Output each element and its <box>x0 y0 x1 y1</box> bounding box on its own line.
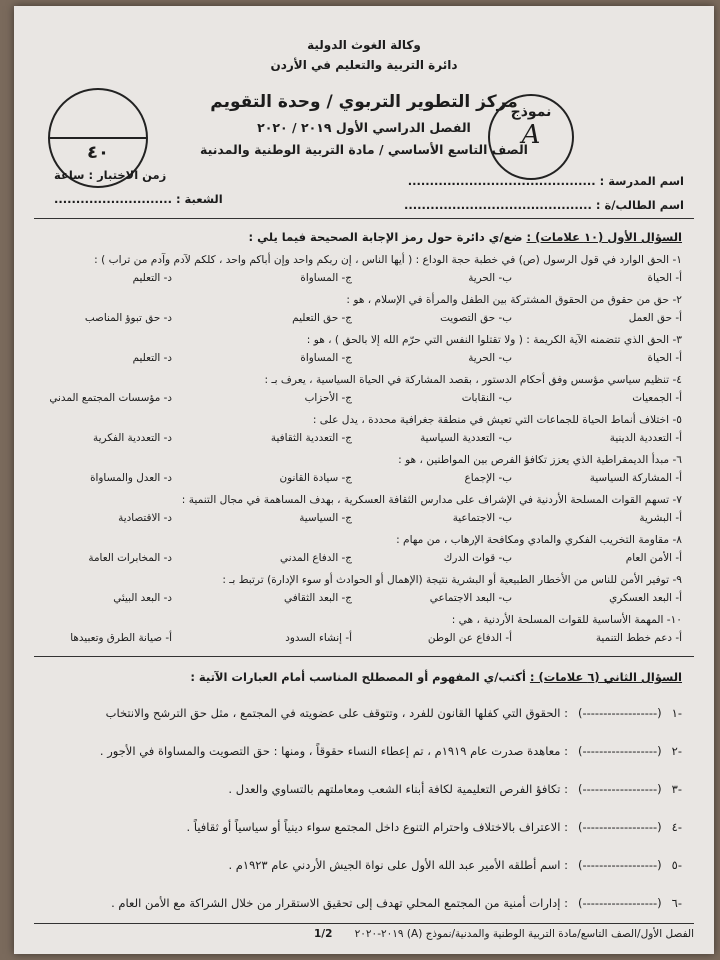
q1-item-options <box>42 632 682 646</box>
q1-option-d[interactable]: د- الاقتصادية <box>118 512 172 524</box>
model-label: نموذج <box>510 104 552 120</box>
q1-option-d[interactable]: أ- صيانة الطرق وتعبيدها <box>70 632 172 644</box>
q1-item-options <box>42 472 682 486</box>
q2-item-number: -٣ <box>671 782 682 796</box>
q1-option-c[interactable]: ج- المساواة <box>300 272 352 284</box>
q2-item-text: : إدارات أمنية من المجتمع المحلي تهدف إلى تحقيق الاستقرار من خلال الشراكة مع الأمن العام . <box>111 896 568 910</box>
q1-option-d[interactable]: د- العدل والمساواة <box>90 472 172 484</box>
q1-item-options <box>42 312 682 326</box>
q1-item-options <box>42 432 682 446</box>
q1-option-a[interactable]: أ- التعددية الدينية <box>609 432 682 444</box>
q1-option-c[interactable]: ج- المساواة <box>300 352 352 364</box>
q1-option-b[interactable]: ب- الحرية <box>468 352 512 364</box>
q1-option-a[interactable]: أ- الأمن العام <box>625 552 682 564</box>
answer-blank[interactable]: (------------------) <box>577 706 662 720</box>
q1-option-c[interactable]: أ- إنشاء السدود <box>285 632 352 644</box>
q2-heading <box>190 670 682 684</box>
footer-caption: الفصل الأول/الصف التاسع/مادة التربية الوطنية والمدنية/نموذج (A) ٢٠١٩-٢٠٢٠ <box>354 928 694 940</box>
grade-subject: الصف التاسع الأساسي / مادة التربية الوطنية والمدنية <box>200 142 528 157</box>
q1-option-d[interactable]: د- التعليم <box>132 272 172 284</box>
q2-item <box>228 858 682 872</box>
q1-option-d[interactable]: د- المخابرات العامة <box>88 552 172 564</box>
q2-item <box>106 706 682 720</box>
q1-option-b[interactable]: ب- الحرية <box>468 272 512 284</box>
section-field: الشعبة : ........................... <box>54 192 223 206</box>
q1-option-c[interactable]: ج- البعد الثقافي <box>284 592 352 604</box>
divider <box>34 218 694 219</box>
q1-item-options <box>42 592 682 606</box>
q1-option-b[interactable]: ب- البعد الاجتماعي <box>429 592 512 604</box>
q1-option-b[interactable]: ب- النقابات <box>461 392 512 404</box>
q1-option-c[interactable]: ج- التعددية الثقافية <box>270 432 352 444</box>
q2-item-text: : الاعتراف بالاختلاف واحترام التنوع داخل المجتمع سواء دينياً أو سياسياً أو ثقافياً . <box>186 820 568 834</box>
q1-option-b[interactable]: ب- قوات الدرك <box>443 552 512 564</box>
q1-option-b[interactable]: أ- الدفاع عن الوطن <box>427 632 512 644</box>
q1-option-d[interactable]: د- البعد البيئي <box>113 592 172 604</box>
exam-time: زمن الاختبار : ساعة <box>54 168 167 182</box>
q1-item-stem: ٨- مقاومة التخريب الفكري والمادي ومكافحة الإرهاب ، من مهام : <box>396 534 682 546</box>
q1-option-b[interactable]: ب- التعددية السياسية <box>420 432 512 444</box>
exam-paper <box>14 6 714 954</box>
q1-option-b[interactable]: ب- الاجتماعية <box>452 512 512 524</box>
q2-item-text: : معاهدة صدرت عام ١٩١٩م ، تم إعطاء النساء حقوقاً ، ومنها : حق التصويت والمساواة في الأجور . <box>99 744 568 758</box>
q1-item-options <box>42 392 682 406</box>
q1-option-b[interactable]: ب- الإجماع <box>464 472 512 484</box>
q1-instruction: ضع/ي دائرة حول رمز الإجابة الصحيحة فيما يلي : <box>248 230 523 244</box>
q1-option-a[interactable]: أ- الجمعيات <box>632 392 682 404</box>
answer-blank[interactable]: (------------------) <box>577 896 662 910</box>
q1-item-stem: ٣- الحق الذي تتضمنه الآية الكريمة : ( ولا تقتلوا النفس التي حرّم الله إلا بالحق ) ، هو : <box>306 334 682 346</box>
school-name-field: اسم المدرسة : ........................................... <box>407 174 684 188</box>
q1-item-stem: ٥- اختلاف أنماط الحياة للجماعات التي تعيش في منطقة جغرافية محددة ، يدل على : <box>312 414 682 426</box>
q1-option-a[interactable]: أ- حق العمل <box>628 312 682 324</box>
q1-option-c[interactable]: ج- حق التعليم <box>292 312 352 324</box>
q2-item-number: -٢ <box>671 744 682 758</box>
q2-item <box>111 896 682 910</box>
q2-item-text: : الحقوق التي كفلها القانون للفرد ، وتتوقف على عضويته في المجتمع ، مثل حق الترشح والانتخاب <box>105 706 568 720</box>
q2-item-text: : تكافؤ الفرص التعليمية لكافة أبناء الشعب ومعاملتهم بالتساوي والعدل . <box>228 782 568 796</box>
department-name: دائرة التربية والتعليم في الأردن <box>270 58 458 72</box>
q1-item-options <box>42 512 682 526</box>
q2-item-number: -٤ <box>671 820 682 834</box>
student-name-field: اسم الطالب/ة : ........................................... <box>404 198 684 212</box>
q2-title: السؤال الثاني (٦ علامات) : <box>529 670 682 684</box>
q1-option-a[interactable]: أ- المشاركة السياسية <box>589 472 682 484</box>
q1-option-a[interactable]: أ- الحياة <box>647 272 682 284</box>
q2-instruction: أكتب/ي المفهوم أو المصطلح المناسب أمام العبارات الآتية : <box>190 670 526 684</box>
q1-item-stem: ٦- مبدأ الديمقراطية الذي يعزز تكافؤ الفرص بين المواطنين ، هو : <box>398 454 682 466</box>
q1-option-a[interactable]: أ- الحياة <box>647 352 682 364</box>
q1-item-options <box>42 352 682 366</box>
q1-option-c[interactable]: ج- السياسية <box>299 512 352 524</box>
q1-option-d[interactable]: د- حق تبوؤ المناصب <box>84 312 172 324</box>
q2-item <box>228 782 682 796</box>
q1-option-b[interactable]: ب- حق التصويت <box>440 312 512 324</box>
q1-item-stem: ٢- حق من حقوق من الحقوق المشتركة بين الطفل والمرأة في الإسلام ، هو : <box>346 294 682 306</box>
q1-item-options <box>42 552 682 566</box>
answer-blank[interactable]: (------------------) <box>577 744 662 758</box>
q1-item-options <box>42 272 682 286</box>
model-letter: A <box>521 120 541 150</box>
q1-option-a[interactable]: أ- البعد العسكري <box>609 592 682 604</box>
q1-option-c[interactable]: ج- الدفاع المدني <box>280 552 352 564</box>
q1-option-d[interactable]: د- مؤسسات المجتمع المدني <box>49 392 172 404</box>
q2-item <box>100 744 682 758</box>
page-footer <box>34 923 694 940</box>
score-total: ٤٠ <box>87 142 109 163</box>
q1-option-a[interactable]: أ- دعم خطط التنمية <box>595 632 682 644</box>
q1-item-stem: ١٠- المهمة الأساسية للقوات المسلحة الأردنية ، هي : <box>451 614 682 626</box>
q1-item-stem: ٤- تنظيم سياسي مؤسس وفق أحكام الدستور ، بقصد المشاركة في الحياة السياسية ، يعرف بـ : <box>264 374 682 386</box>
answer-blank[interactable]: (------------------) <box>577 820 662 834</box>
q2-item <box>187 820 682 834</box>
q1-title: السؤال الأول (١٠ علامات) : <box>526 230 682 244</box>
q2-item-text: : اسم أطلقه الأمير عبد الله الأول على نواة الجيش الأردني عام ١٩٢٣م . <box>228 858 568 872</box>
q1-item-stem: ١- الحق الوارد في قول الرسول (ص) في خطبة حجة الوداع : ( أيها الناس ، إن ربكم واحد وإن أباكم واحد ، كلكم لآدم وآدم من تراب ) : <box>94 254 682 266</box>
q1-item-stem: ٧- تسهم القوات المسلحة الأردنية في الإشراف على مدارس الثقافة العسكرية ، بهدف المساهمة في مجال التنمية : <box>181 494 682 506</box>
q1-option-d[interactable]: د- التعليم <box>132 352 172 364</box>
q1-option-d[interactable]: د- التعددية الفكرية <box>93 432 172 444</box>
q2-item-number: -٥ <box>671 858 682 872</box>
q1-option-a[interactable]: أ- البشرية <box>639 512 682 524</box>
page-number: 1/2 <box>314 928 333 940</box>
model-circle <box>488 94 574 180</box>
divider <box>34 656 694 657</box>
q1-option-c[interactable]: ج- الأحزاب <box>304 392 352 404</box>
q1-heading <box>249 230 682 244</box>
q2-item-number: -٦ <box>671 896 682 910</box>
q2-item-number: -١ <box>671 706 682 720</box>
q1-item-stem: ٩- توفير الأمن للناس من الأخطار الطبيعية أو البشرية نتيجة (الإهمال أو الحوادث أو سوء الإدارة) ترتبط بـ : <box>222 574 682 586</box>
answer-blank[interactable]: (------------------) <box>577 782 662 796</box>
agency-name: وكالة الغوث الدولية <box>307 38 421 52</box>
semester: الفصل الدراسي الأول ٢٠١٩ / ٢٠٢٠ <box>257 120 471 135</box>
answer-blank[interactable]: (------------------) <box>577 858 662 872</box>
q1-option-c[interactable]: ج- سيادة القانون <box>279 472 352 484</box>
center-name: مركز التطوير التربوي / وحدة التقويم <box>210 92 518 112</box>
